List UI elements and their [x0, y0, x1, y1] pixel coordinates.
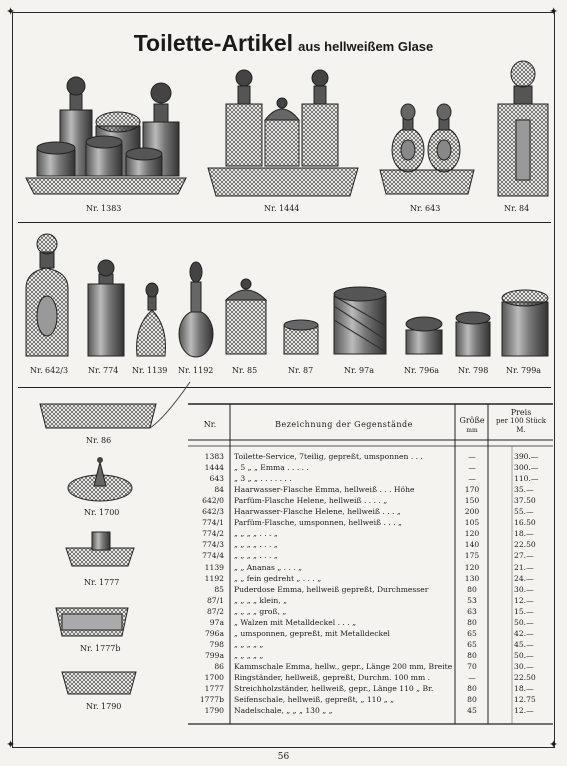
cell-price: 27.—: [514, 551, 534, 561]
label-1777: Nr. 1777: [84, 578, 120, 587]
cell-price: 12.—: [514, 706, 534, 716]
cell-description: Puderdose Emma, hellweiß gepreßt, Durchmesser: [234, 584, 429, 594]
cell-description: Haarwasser-Flasche Helene, hellweiß . . . „: [234, 507, 401, 517]
cell-nr: 1777b: [199, 695, 224, 705]
table-row: [188, 562, 553, 573]
cell-nr: 798: [209, 639, 224, 649]
label-87: Nr. 87: [288, 366, 314, 375]
cell-description: „ „ „ „ klein, „: [234, 595, 287, 605]
label-642-3: Nr. 642/3: [30, 366, 69, 375]
illustration-1777: [66, 532, 134, 566]
cell-size: 80: [467, 684, 477, 694]
table-row: [188, 639, 553, 650]
table-row: [188, 705, 553, 716]
cell-price: 50.—: [514, 650, 534, 660]
cell-price: 45.—: [514, 639, 534, 649]
cell-nr: 799a: [204, 650, 224, 660]
table-row: [188, 517, 553, 528]
cell-description: „ umsponnen, gepreßt, mit Metalldeckel: [234, 628, 390, 638]
cell-price: 30.—: [514, 661, 534, 671]
illustration-1444: [208, 70, 358, 196]
illustration-97a: [334, 287, 386, 354]
cell-nr: 796a: [204, 628, 224, 638]
cell-description: Toilette-Service, 7teilig, gepreßt, umsponnen . . .: [234, 452, 423, 461]
header-size: [455, 416, 489, 436]
table-row: [188, 672, 553, 683]
table-row: [188, 550, 553, 561]
cell-description: „ „ „ „ „: [234, 650, 264, 660]
cell-price: 16.50: [514, 518, 536, 528]
illustration-1777b: [56, 608, 128, 636]
illustration-796a: [406, 317, 442, 354]
illustration-86: [40, 404, 156, 428]
header-price-sub: per 100 Stück: [495, 417, 547, 425]
illustration-87: [284, 320, 318, 354]
table-row: [188, 584, 553, 595]
cell-nr: 774/1: [202, 518, 224, 528]
cell-size: 150: [464, 496, 480, 506]
table-row: [188, 617, 553, 628]
cell-price: 18.—: [514, 684, 534, 694]
cell-size: —: [468, 673, 476, 682]
table-row: [188, 473, 553, 484]
cell-size: 80: [467, 617, 477, 627]
label-1790: Nr. 1790: [86, 702, 122, 711]
table-row: [188, 650, 553, 661]
illustration-1790: [62, 672, 136, 694]
illustration-1700: [68, 457, 132, 501]
cell-price: 37.50: [514, 496, 536, 506]
cell-description: Kammschale Emma, hellw., gepr., Länge 200 mm, Breite: [234, 661, 453, 671]
cell-description: „ „ „ „ . . . „: [234, 529, 278, 539]
cell-nr: 774/2: [202, 529, 224, 539]
cell-size: —: [468, 452, 476, 461]
cell-description: Parfüm-Flasche Helene, hellweiß . . . . „: [234, 496, 388, 506]
cell-description: Seifenschale, hellweiß, gepreßt, „ 110 „ „: [234, 695, 395, 705]
cell-description: „ Walzen mit Metalldeckel . . . „: [234, 617, 357, 627]
cell-size: 80: [467, 650, 477, 660]
cell-price: 110.—: [514, 474, 539, 484]
cell-nr: 1777: [204, 684, 224, 694]
cell-size: 65: [467, 639, 477, 649]
corner-ornament-bottom-right: ✦: [549, 738, 559, 751]
cell-size: 200: [464, 507, 480, 517]
cell-price: 35.—: [514, 485, 534, 495]
label-1383: Nr. 1383: [86, 204, 122, 213]
cell-nr: 1790: [204, 706, 224, 716]
label-1139: Nr. 1139: [132, 366, 168, 375]
cell-nr: 87/2: [206, 606, 224, 616]
illustration-1139: [137, 283, 166, 356]
cell-nr: 1444: [204, 463, 224, 473]
cell-price: 24.—: [514, 573, 534, 583]
cell-nr: 1383: [204, 452, 224, 461]
cell-size: 63: [467, 606, 477, 616]
cell-description: „ „ „ „ groß, „: [234, 606, 287, 616]
cell-size: 140: [464, 540, 480, 550]
cell-size: 80: [467, 584, 477, 594]
cell-description: „ 5 „ „ Emma . . . . .: [234, 463, 309, 473]
cell-size: 130: [464, 573, 480, 583]
cell-description: Parfüm-Flasche, umsponnen, hellweiß . . . „: [234, 518, 402, 528]
illustration-1192: [179, 262, 213, 357]
corner-ornament-top-right: ✦: [549, 5, 559, 18]
title-sub: aus hellweißem Glase: [298, 39, 434, 54]
illustration-1383: [26, 77, 186, 194]
illustration-85: [226, 279, 266, 354]
cell-nr: 642/3: [202, 507, 224, 517]
table-row: [188, 506, 553, 517]
table-row: [188, 694, 553, 705]
cell-price: 390.—: [514, 452, 539, 461]
cell-description: Ringständer, hellweiß, gepreßt, Durchm. 100 mm .: [234, 673, 431, 682]
cell-price: 42.—: [514, 628, 534, 638]
cell-price: 15.—: [514, 606, 534, 616]
cell-description: Streichholzständer, hellweiß, gepr., Länge 110 „ Br.: [234, 684, 434, 694]
cell-description: „ „ „ „ . . . „: [234, 551, 278, 561]
illustration-799a: [502, 290, 548, 356]
corner-ornament-bottom-left: ✦: [6, 738, 16, 751]
label-1444: Nr. 1444: [264, 204, 300, 213]
cell-description: „ 3 „ „ . . . . . . .: [234, 474, 292, 484]
header-price-unit: M.: [516, 426, 526, 434]
cell-size: —: [468, 463, 476, 473]
table-row: [188, 606, 553, 617]
cell-description: Haarwasser-Flasche Emma, hellweiß . . . Höhe: [234, 485, 415, 495]
cell-nr: 643: [209, 474, 224, 484]
table-row: [188, 462, 553, 473]
label-1700: Nr. 1700: [84, 508, 120, 517]
cell-description: „ „ „ „ . . . „: [234, 540, 278, 550]
illustration-642-3: [26, 234, 68, 356]
cell-size: 105: [464, 518, 480, 528]
cell-nr: 97a: [209, 617, 224, 627]
price-table: [188, 404, 553, 724]
cell-size: 45: [467, 706, 477, 716]
table-row: [188, 573, 553, 584]
cell-nr: 85: [214, 584, 224, 594]
label-643: Nr. 643: [410, 204, 441, 213]
cell-description: Nadelschale, „ „ „ 130 „ „: [234, 706, 333, 716]
table-row: [188, 628, 553, 639]
cell-size: 80: [467, 695, 477, 705]
cell-size: —: [468, 474, 476, 484]
table-row: [188, 484, 553, 495]
cell-price: 18.—: [514, 529, 534, 539]
cell-size: 65: [467, 628, 477, 638]
cell-price: 30.—: [514, 584, 534, 594]
table-row: [188, 528, 553, 539]
header-nr: Nr.: [203, 420, 217, 429]
page-number: 56: [277, 752, 290, 762]
cell-description: „ „ Ananas „ . . . „: [234, 562, 303, 572]
cell-nr: 86: [214, 661, 224, 671]
title-main: Toilette-Artikel: [133, 30, 294, 56]
cell-size: 70: [467, 661, 477, 671]
table-row: [188, 683, 553, 694]
cell-price: 12.—: [514, 595, 534, 605]
table-row: [188, 661, 553, 672]
cell-price: 22.50: [514, 673, 536, 682]
cell-nr: 1139: [204, 562, 224, 572]
cell-size: 120: [464, 562, 480, 572]
header-size-unit: mm: [466, 427, 478, 434]
header-size-label: Größe: [459, 416, 485, 425]
cell-price: 300.—: [514, 463, 539, 473]
illustration-798: [456, 312, 490, 356]
corner-ornament-top-left: ✦: [6, 5, 16, 18]
cell-price: 50.—: [514, 617, 534, 627]
label-84: Nr. 84: [504, 204, 530, 213]
illustration-643: [380, 104, 474, 194]
header-description: Bezeichnung der Gegenstände: [275, 420, 413, 429]
cell-nr: 774/3: [202, 540, 224, 550]
label-798: Nr. 798: [458, 366, 489, 375]
header-price-label: Preis: [510, 408, 532, 417]
cell-price: 22.50: [514, 540, 536, 550]
label-1192: Nr. 1192: [178, 366, 214, 375]
table-row: [188, 595, 553, 606]
cell-nr: 1192: [204, 573, 224, 583]
cell-description: „ „ fein gedreht „ . . . „: [234, 573, 322, 583]
cell-description: „ „ „ „ „: [234, 639, 264, 649]
cell-size: 175: [464, 551, 480, 561]
cell-nr: 87/1: [206, 595, 224, 605]
label-774: Nr. 774: [88, 366, 119, 375]
illustration-774: [88, 260, 124, 356]
cell-nr: 642/0: [202, 496, 224, 506]
cell-price: 21.—: [514, 562, 534, 572]
label-97a: Nr. 97a: [344, 366, 374, 375]
label-86: Nr. 86: [86, 436, 112, 445]
cell-nr: 84: [214, 485, 224, 495]
header-price: [488, 408, 554, 435]
cell-price: 55.—: [514, 507, 534, 517]
label-796a: Nr. 796a: [404, 366, 440, 375]
label-1777b: Nr. 1777b: [80, 644, 121, 653]
table-row: [188, 539, 553, 550]
cell-size: 120: [464, 529, 480, 539]
illustration-84: [498, 61, 548, 196]
cell-price: 12.75: [514, 695, 536, 705]
label-85: Nr. 85: [232, 366, 258, 375]
cell-nr: 774/4: [202, 551, 224, 561]
cell-nr: 1700: [204, 673, 224, 682]
cell-size: 170: [464, 485, 480, 495]
table-row: [188, 495, 553, 506]
cell-size: 53: [467, 595, 477, 605]
label-799a: Nr. 799a: [506, 366, 542, 375]
table-row: [188, 451, 553, 462]
